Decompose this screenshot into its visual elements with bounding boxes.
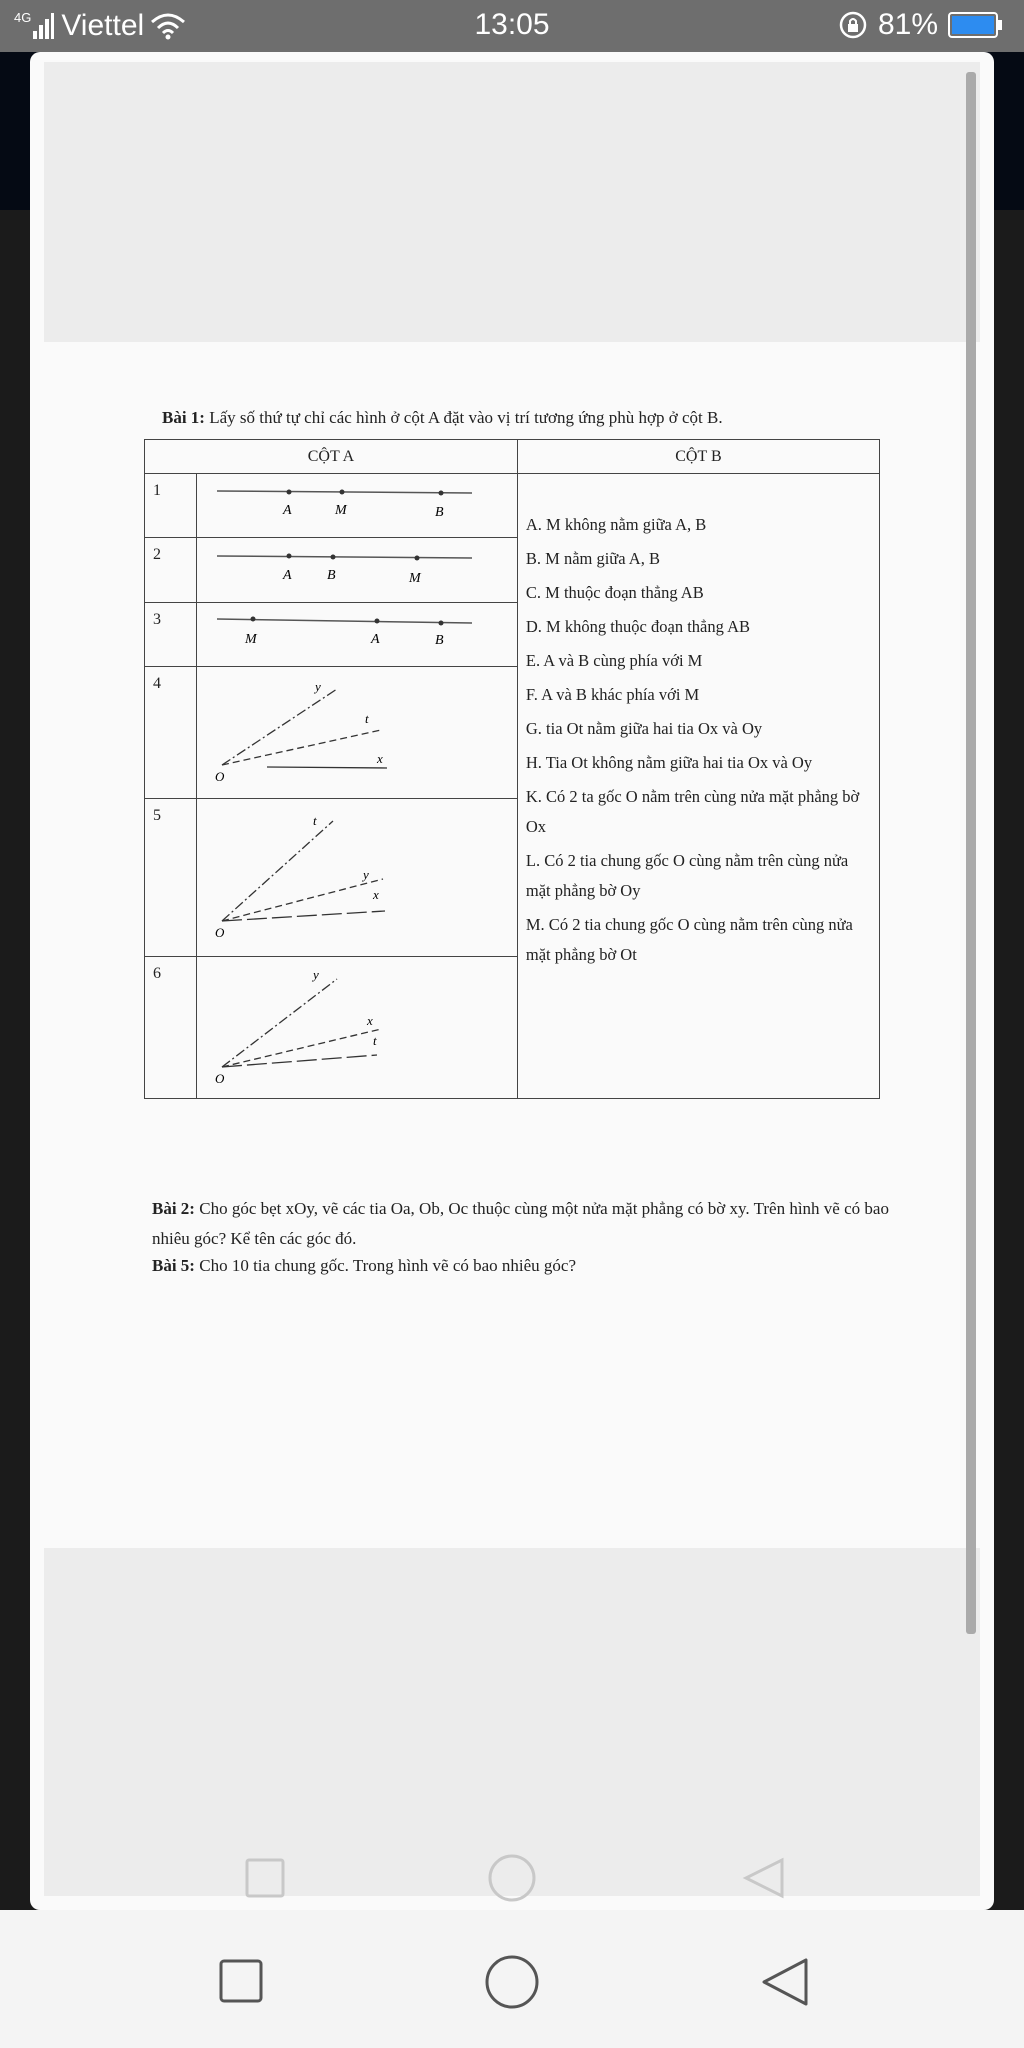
row-number: 6 — [145, 957, 197, 1099]
figure-3 — [197, 603, 517, 665]
option-m: M. Có 2 tia chung gốc O cùng nằm trên cùng nửa mặt phẳng bờ Ot — [525, 915, 853, 964]
clock: 13:05 — [474, 8, 550, 41]
origin-label: O — [214, 925, 225, 940]
matching-table — [144, 439, 880, 1099]
figure-6 — [197, 957, 517, 1097]
column-b-header: CỘT B — [517, 440, 879, 474]
option-l: L. Có 2 tia chung gốc O cùng nằm trên cùng nửa mặt phẳng bờ Oy — [525, 851, 849, 900]
option-c: C. M thuộc đoạn thẳng AB — [525, 583, 704, 602]
point-label: B — [434, 505, 444, 520]
point-label: A — [282, 568, 292, 583]
row-number: 3 — [145, 603, 197, 667]
row-number: 4 — [145, 667, 197, 799]
ray-label: x — [376, 751, 383, 766]
ray-label: y — [362, 867, 369, 882]
row-number: 1 — [145, 474, 197, 538]
network-type: 4G — [14, 9, 32, 25]
option-h: H. Tia Ot không nằm giữa hai tia Ox và Oy — [525, 753, 813, 772]
option-a: A. M không nằm giữa A, B — [525, 515, 707, 534]
image-viewer-modal — [30, 52, 994, 1910]
exercise-1-label: Bài 1: — [162, 408, 205, 427]
column-a-header: CỘT A — [145, 440, 518, 474]
figure-cell-5 — [196, 799, 517, 957]
worksheet-image — [30, 52, 994, 1352]
point-label: B — [326, 568, 336, 583]
figure-cell-1 — [196, 474, 517, 538]
origin-label: O — [214, 1071, 225, 1086]
system-nav-bar — [0, 1910, 1024, 2048]
option-k: K. Có 2 ta gốc O nằm trên cùng nửa mặt phẳng bờ Ox — [525, 787, 860, 836]
battery-icon — [948, 11, 1004, 39]
recents-button[interactable] — [218, 1958, 266, 2004]
option-e: E. A và B cùng phía với M — [525, 651, 703, 670]
option-b: B. M nằm giữa A, B — [525, 549, 660, 568]
point-label: B — [434, 633, 444, 648]
ray-label: x — [372, 887, 379, 902]
option-d: D. M không thuộc đoạn thẳng AB — [525, 617, 751, 636]
point-label: A — [370, 632, 380, 647]
battery-percent: 81% — [877, 8, 938, 41]
captured-nav-bar — [30, 1848, 994, 1908]
option-f: F. A và B khác phía với M — [525, 685, 700, 704]
origin-label: O — [214, 769, 225, 784]
option-g: G. tia Ot nằm giữa hai tia Ox và Oy — [525, 719, 763, 738]
row-number: 5 — [145, 799, 197, 957]
back-button[interactable] — [760, 1956, 810, 2008]
figure-cell-2 — [196, 538, 517, 603]
point-label: M — [244, 632, 257, 647]
exercise-5-text: Cho 10 tia chung gốc. Trong hình vẽ có bao nhiêu góc? — [194, 1256, 577, 1275]
point-label: M — [408, 571, 421, 586]
point-label: A — [282, 503, 292, 518]
exercise-2-label: Bài 2: — [152, 1199, 195, 1218]
figure-1 — [197, 474, 517, 536]
figure-cell-3 — [196, 603, 517, 667]
carrier-name: Viettel — [61, 9, 145, 42]
exercise-1-text: Lấy số thứ tự chỉ các hình ở cột A đặt vào vị trí tương ứng phù hợp ở cột B. — [204, 408, 723, 427]
status-bar — [0, 0, 1024, 52]
figure-cell-6 — [196, 957, 517, 1099]
exercise-5 — [152, 1256, 576, 1276]
ray-label: y — [312, 967, 319, 982]
rotation-lock-icon — [838, 10, 868, 40]
exercise-5-label: Bài 5: — [152, 1256, 195, 1275]
ray-label: t — [372, 1033, 377, 1048]
figure-5 — [197, 799, 517, 955]
figure-2 — [197, 538, 517, 600]
column-b-list — [517, 474, 879, 1099]
exercise-1 — [162, 408, 723, 428]
figure-cell-4 — [196, 667, 517, 799]
ray-label: y — [314, 679, 321, 694]
point-label: M — [334, 503, 347, 518]
ray-label: t — [364, 711, 369, 726]
figure-4 — [197, 667, 517, 797]
exercise-2 — [152, 1194, 892, 1254]
home-button[interactable] — [484, 1954, 540, 2010]
row-number: 2 — [145, 538, 197, 603]
ray-label: x — [366, 1013, 373, 1028]
exercise-2-text: Cho góc bẹt xOy, vẽ các tia Oa, Ob, Oc thuộc cùng một nửa mặt phẳng có bờ xy. Trên hình vẽ có bao nhiêu góc? Kể tên các góc đó. — [152, 1199, 889, 1248]
ray-label: t — [312, 813, 317, 828]
image-padding-bottom — [44, 1548, 980, 1896]
